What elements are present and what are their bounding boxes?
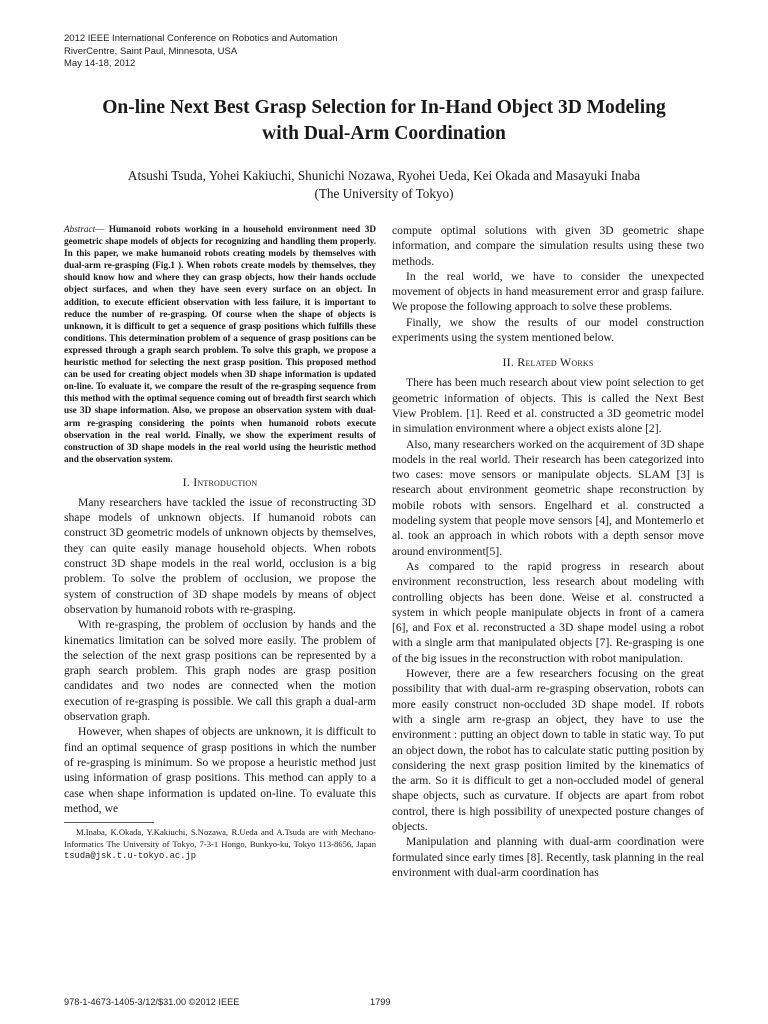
abstract-label: Abstract [64, 224, 96, 234]
title-line-1: On-line Next Best Grasp Selection for In-Hand Object 3D Modeling [102, 97, 666, 118]
author-block [40, 167, 728, 203]
conference-name: 2012 IEEE International Conference on Robotics and Automation [64, 33, 338, 44]
right-column [392, 223, 704, 880]
related-paragraph-3: As compared to the rapid progress in research about environment reconstruction, less research about modeling with controlling objects has been done. Weise et al. constructed a system in which people manipulate objects in front of a camera [6], and Fox et al. reconstructed a 3D shape model using a robot with a single arm that manipulated objects [7]. Re-grasping is one of the big issues in the reconstruction with robot manipulation. [392, 559, 704, 665]
section-heading-related-works: II. Related Works [502, 355, 594, 370]
related-paragraph-5: Manipulation and planning with dual-arm coordination were formulated since early times [8]. Recently, task planning in the real environment with dual-arm coordination has [392, 835, 704, 879]
footnote-divider [64, 822, 154, 823]
page-number: 1799 [370, 997, 391, 1007]
abstract-dash: — [95, 224, 105, 234]
intro-paragraph-4: In the real world, we have to consider the unexpected movement of objects in hand measurement error and grasp failure. We propose the following approach to solve these problems. [392, 269, 704, 314]
footnote-text: M.Inaba, K.Okada, Y.Kakiuchi, S.Nozawa, R.Ueda and A.Tsuda are with Mechano-Informatics The University of Tokyo, 7-3-1 Hongo, Bunkyo-ku, Tokyo 113-8656, Japan [64, 827, 376, 849]
isbn-copyright: 978-1-4673-1405-3/12/$31.00 ©2012 IEEE [64, 997, 240, 1007]
intro-paragraph-continued: compute optimal solutions with given 3D geometric shape information, and compare the simulation results using these two methods. [392, 224, 704, 268]
related-paragraph-1: There has been much research about view point selection to get geometric information of objects. This is called the Next Best View Problem. [1]. Reed et al. constructed a 3D geometric model in simulation environment where a object exists alone [2]. [392, 376, 704, 436]
author-footnote [64, 827, 376, 862]
section-heading-introduction: I. Introduction [182, 474, 258, 489]
left-column [64, 223, 376, 862]
related-paragraph-2: Also, many researchers worked on the acquirement of 3D shape models in the real world. Their research has been categorized into two cases: move sensors or manipulate objects. SLAM [3] is research about environment geometric shape reconstruction by mobile robots with sensors. Engelhard et al. constructed a modeling system that people move sensors [4], and Montemerlo et al. took an approach in which robots with a depth sensor move around environment[5]. [392, 437, 704, 558]
author-affiliation: (The University of Tokyo) [314, 186, 454, 201]
conference-venue: RiverCentre, Saint Paul, Minnesota, USA [64, 45, 238, 57]
related-paragraph-4: However, there are a few researchers focusing on the great possibility that with dual-arm re-grasping observation, robots can more easily construct non-occluded 3D shape model. If robots with a single arm re-grasp an object, they have to use the environment : putting an object down to table in static way. To put an object down, the robot has to calculate static putting position by considering the next grasp position limited by the kinematics of the arm. So it is difficult to get a non-occluded model of general shape objects, such as curvature. If objects are apart from robot control, there is high possibility of unexpected posture changes of objects. [392, 667, 704, 833]
intro-paragraph-3: However, when shapes of objects are unknown, it is difficult to find an optimal sequence of grasp positions in which the number of re-grasping is minimum. So we propose a heuristic method just using information of grasp positions. This method can apply to a case when shape information is updated on-line. To evaluate this method, we [64, 725, 376, 815]
paper-title [40, 95, 728, 147]
abstract-body: Humanoid robots working in a household environment need 3D geometric shape models of objects for recognizing and handling them properly. In this paper, we make humanoid robots creating models by themselves with dual-arm re-grasping (Fig.1 ). When robots create models by themselves, they should know how and where they can grasp objects, how their hands occlude object surfaces, and when they have seen every surface on an object. In addition, to execute efficient observation with less failure, it is important to reduce the number of re-grasping. Of course when the shape of objects is unknown, it is difficult to get a sequence of grasp positions which fulfills these conditions. This determination problem of a sequence of grasp positions can be expressed through a graph search problem. To solve this graph, we propose a heuristic method for selecting the next grasp position. This proposed method can be used for creating object models when 3D shape information is updated on-line. To evaluate it, we compare the result of the re-grasping sequence from this method with the optimal sequence coming out of breadth first search which use 3D shape information. Also, we propose an observation system with dual-arm re-grasping considering the points when humanoid robots execute observation in the real world. Finally, we show the experiment results of construction of 3D shape models in the real world using the heuristic method and the observation system. [64, 224, 376, 464]
intro-paragraph-5: Finally, we show the results of our model construction experiments using the system mentioned below. [392, 315, 704, 345]
title-line-2: with Dual-Arm Coordination [262, 123, 506, 144]
intro-paragraph-2: With re-grasping, the problem of occlusion by hands and the kinematics limitation can be solved more easily. The problem of the selection of the next grasp positions can be represented by a graph search problem. This graph nodes are grasp position candidates and two nodes are connected when the motion execution of re-grasping is possible. We call this graph a dual-arm observation graph. [64, 618, 376, 724]
abstract [64, 223, 376, 465]
footnote-email: tsuda@jsk.t.u-tokyo.ac.jp [64, 850, 196, 861]
conference-header [64, 33, 338, 71]
intro-paragraph-1: Many researchers have tackled the issue of reconstructing 3D shape models of unknown objects. If humanoid robots can construct 3D geometric models of unknown objects by themselves, they can quite easily manage household objects. When robots construct 3D shape models in the real world, occlusion is a big problem. To solve the problem of occlusion, we propose the system of construction of 3D shape models by means of object observation by humanoid robots with re-grasping. [64, 495, 376, 616]
author-names: Atsushi Tsuda, Yohei Kakiuchi, Shunichi Nozawa, Ryohei Ueda, Kei Okada and Masayuki Inaba [127, 168, 641, 183]
conference-date: May 14-18, 2012 [64, 58, 136, 69]
